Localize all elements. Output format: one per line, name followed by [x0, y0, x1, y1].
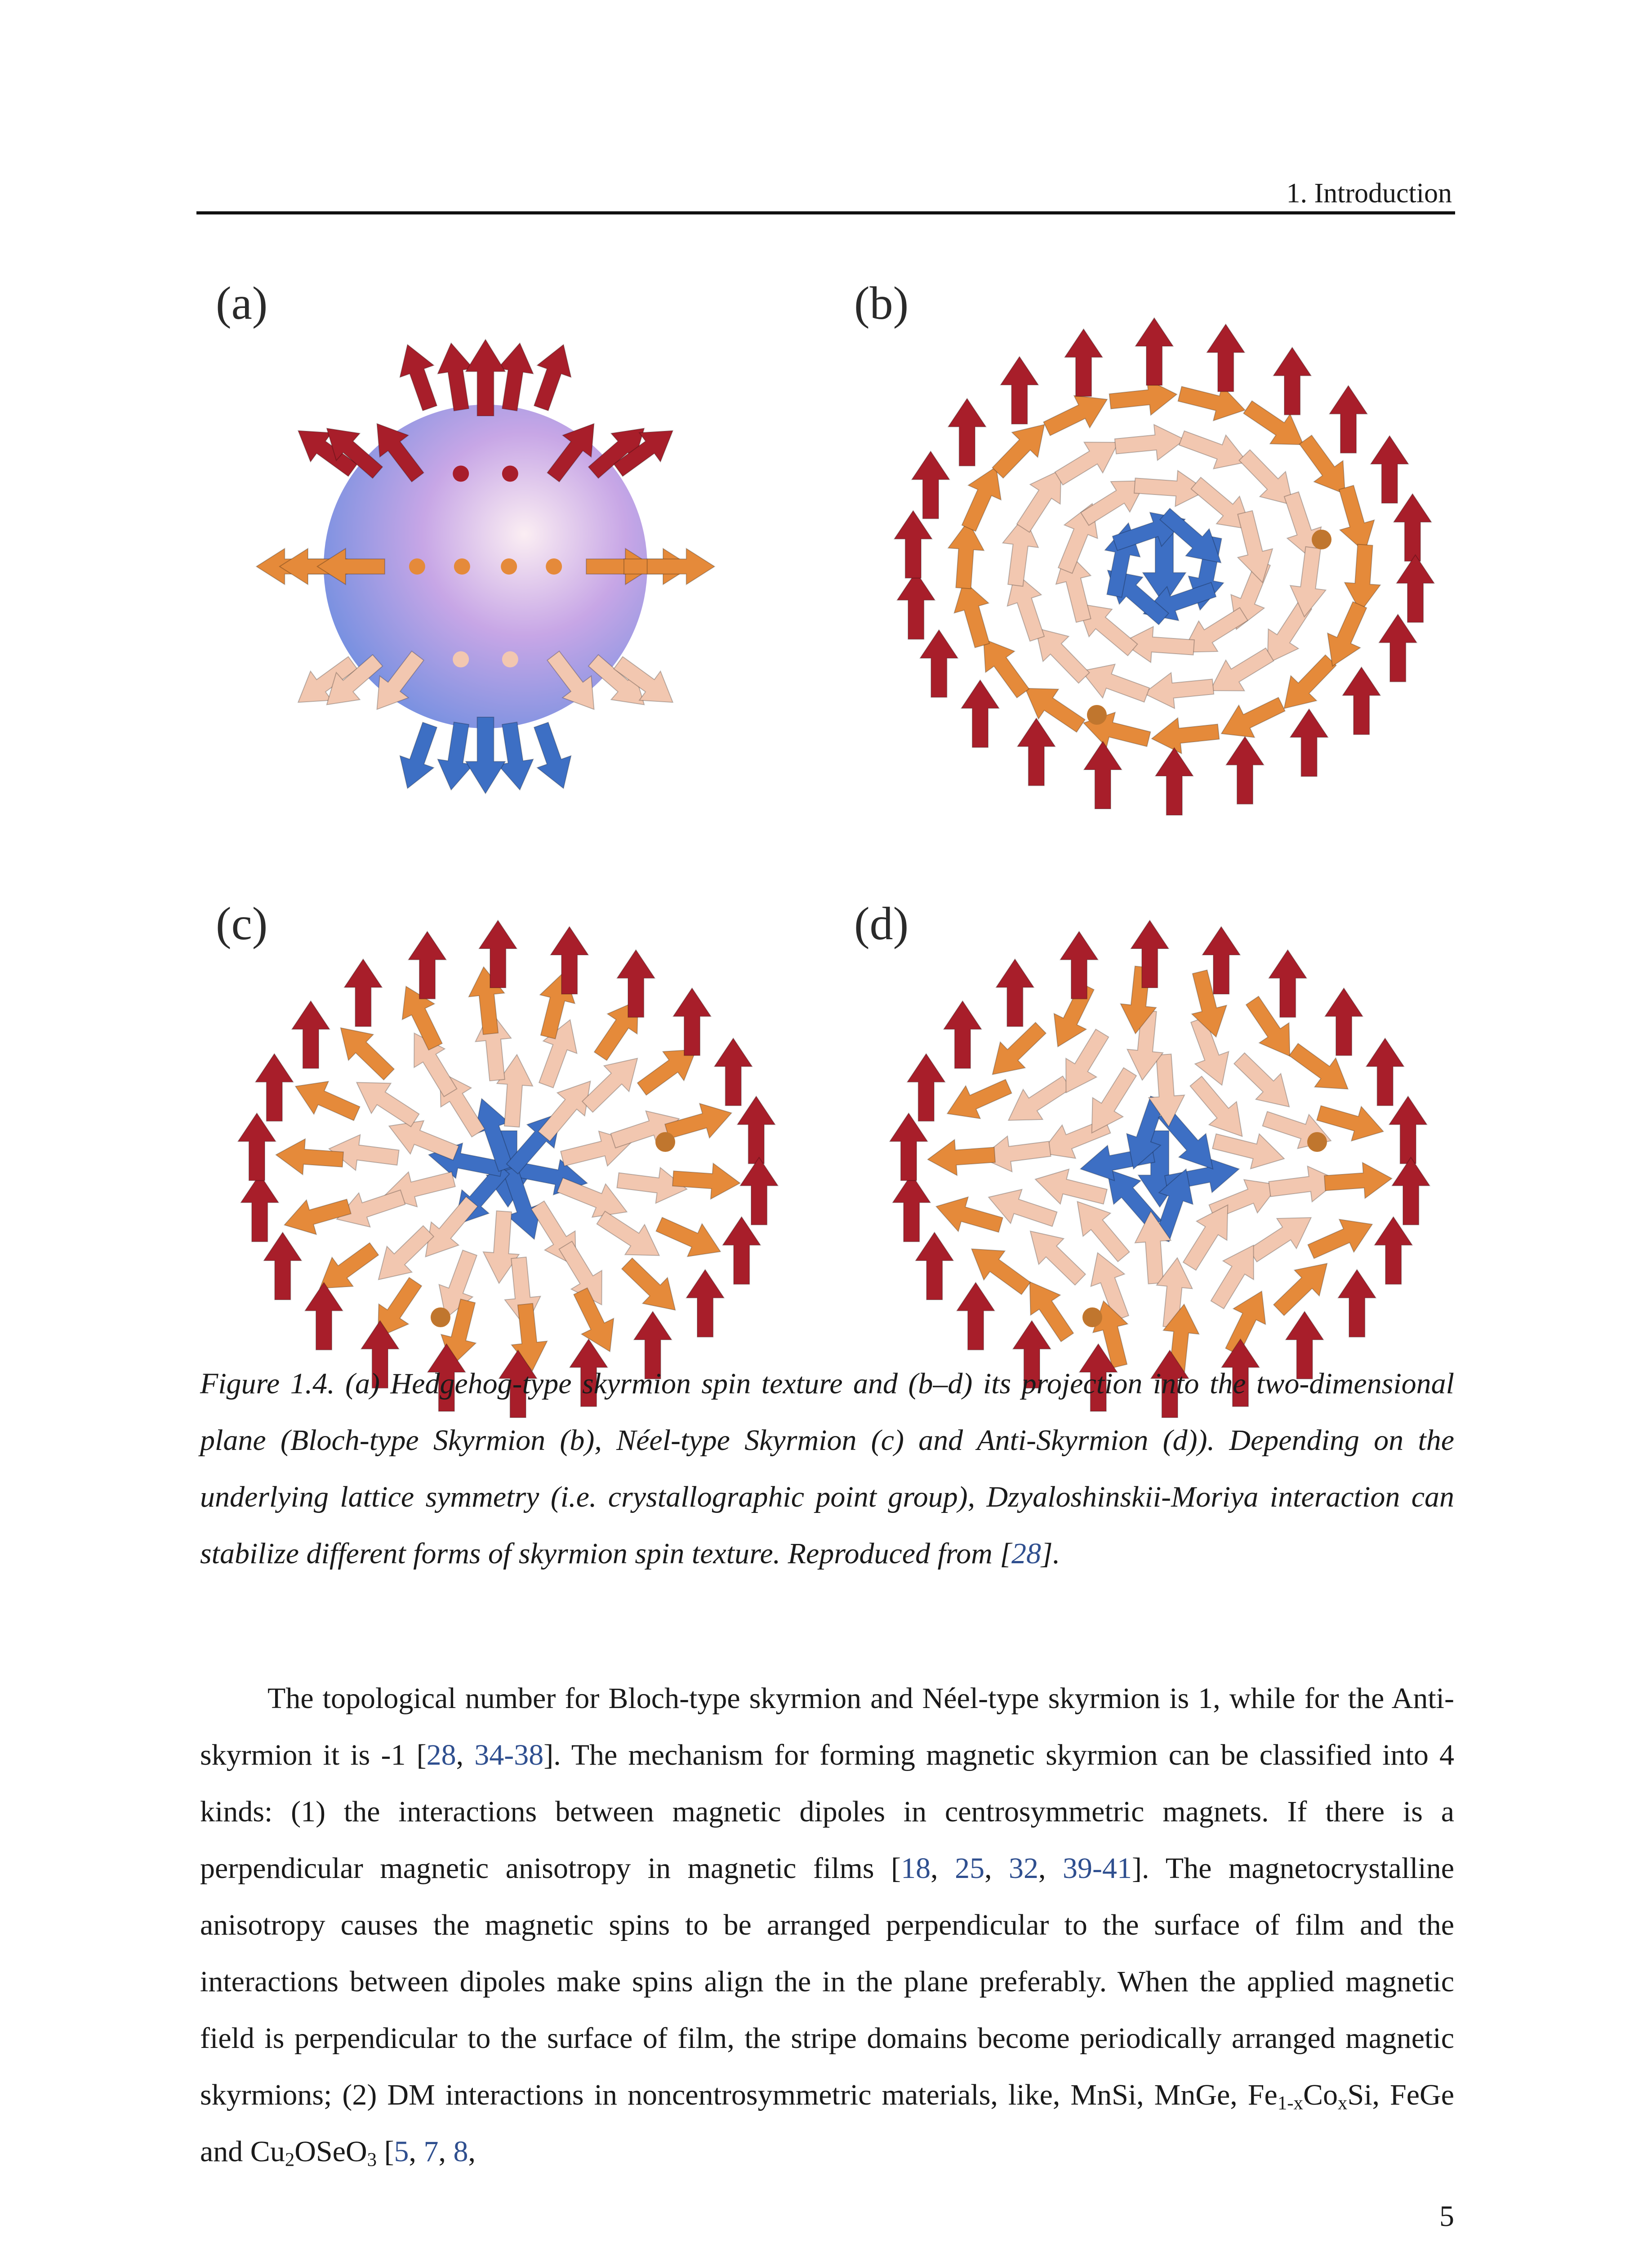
spin-arrow — [344, 959, 382, 1026]
spin-arrow — [948, 398, 986, 466]
spin-arrow — [647, 549, 715, 584]
spin-arrow — [433, 340, 479, 412]
spin-arrow — [920, 630, 958, 697]
spin-arrow — [1375, 1217, 1412, 1284]
spin-arrow — [946, 576, 999, 651]
spin-arrow — [391, 339, 447, 414]
spin-arrow — [1304, 1208, 1380, 1268]
spin-arrow — [264, 1232, 302, 1300]
spin-arrow — [944, 1001, 981, 1068]
subscript: 3 — [367, 2149, 377, 2171]
spin-arrow — [1065, 329, 1103, 397]
bloch-skyrmion-arrows — [854, 279, 1456, 809]
body-text-run: The topological number for Bloch-type skyrmion and Néel-type skyrmion is 1, while for the Anti-skyrmion it is -1 [ — [200, 1682, 1454, 1771]
body-text-run: Si, FeGe and Cu — [200, 2079, 1455, 2168]
spin-arrow — [1238, 392, 1314, 459]
spin-arrow — [524, 339, 580, 414]
spin-arrow — [1274, 348, 1311, 415]
spin-arrow — [912, 451, 949, 519]
caption-label: Figure 1.4. — [200, 1367, 335, 1400]
spin-arrow — [1142, 669, 1215, 711]
spin-dot — [655, 1132, 675, 1152]
spin-arrow — [1084, 741, 1122, 809]
spin-arrow — [652, 1208, 728, 1268]
spin-dot — [501, 558, 517, 575]
spin-arrow — [391, 719, 447, 794]
spin-arrow — [907, 1054, 945, 1121]
panel-b-bloch-skyrmion — [854, 279, 1456, 809]
spin-arrow — [723, 1217, 761, 1284]
figure-caption — [200, 1356, 1454, 1582]
spin-arrow — [1176, 376, 1249, 428]
citation-link[interactable]: 28 — [1011, 1537, 1042, 1570]
spin-arrow — [945, 520, 986, 589]
panel-label-c: (c) — [216, 898, 268, 950]
spin-dot — [1307, 1132, 1327, 1152]
spin-arrow — [737, 1096, 775, 1164]
spin-arrow — [1343, 667, 1380, 735]
spin-arrow — [740, 1157, 778, 1225]
spin-arrow — [894, 511, 932, 578]
separator: , — [1038, 1852, 1063, 1885]
spin-arrow — [1150, 714, 1220, 757]
spin-arrow — [1290, 709, 1328, 776]
spin-arrow — [1155, 748, 1193, 815]
spin-arrow — [1015, 674, 1091, 741]
spin-arrow — [1266, 1250, 1340, 1323]
spin-arrow — [686, 1270, 724, 1337]
citation-link[interactable]: 25 — [955, 1852, 985, 1885]
spin-arrow — [524, 719, 580, 794]
spin-arrow — [1226, 736, 1264, 804]
spin-arrow — [673, 988, 711, 1056]
spin-arrow — [1114, 422, 1187, 464]
spin-arrow — [1108, 376, 1179, 419]
spin-arrow — [1135, 318, 1173, 385]
spin-dot — [431, 1307, 450, 1327]
body-text-run: OSeO — [294, 2135, 367, 2168]
body-text-run: , — [468, 2135, 476, 2168]
spin-arrow — [1379, 614, 1417, 682]
spin-dot — [502, 466, 518, 482]
spin-arrow — [1001, 357, 1038, 424]
body-text-run: ]. The mechanism for forming magnetic skyrmion can be classified into 4 kinds: (1) the interactions between magnetic dipoles in centrosymmetric magnets. If there is a perpendicular magnetic anisotropy in magnetic films [ — [200, 1739, 1455, 1885]
spin-arrow — [1243, 1203, 1321, 1271]
spin-arrow — [1343, 544, 1383, 613]
spin-arrow — [1394, 494, 1431, 561]
spin-arrow — [1371, 436, 1408, 503]
spin-arrow — [714, 1038, 752, 1106]
panel-a-hedgehog-skyrmion — [216, 279, 818, 809]
spin-arrow — [1075, 654, 1153, 712]
figure-1-4 — [216, 279, 1456, 1349]
citation-link[interactable]: 39-41 — [1063, 1852, 1132, 1885]
paragraph — [200, 1670, 1454, 2180]
panel-label-d: (d) — [854, 898, 909, 950]
spin-dot — [453, 466, 469, 482]
spin-dot — [454, 558, 470, 575]
spin-dot — [1082, 1307, 1102, 1327]
spin-arrow — [961, 680, 999, 747]
neel-skyrmion-arrows — [216, 899, 818, 1430]
caption-text: (a) Hedgehog-type skyrmion spin texture and (b–d) its projection into the two-dimensional plane (Bloch-type Skyrmion (b), Néel-type Skyrmion (c) and Anti-Skyrmion (d)). Depending on the underlying lattice symmetry (i.e. crystallographic point group), Dzyaloshinskii-Moriya interaction can stabilize different forms of skyrmion spin texture. Reproduced from [ — [200, 1367, 1454, 1570]
separator: , — [456, 1739, 475, 1771]
spin-dot — [409, 558, 425, 575]
anti-skyrmion-arrows — [854, 899, 1456, 1430]
spin-arrow — [241, 1174, 279, 1242]
header-rule — [196, 211, 1455, 214]
spin-dot — [1312, 530, 1331, 549]
spin-arrow — [1392, 1157, 1430, 1225]
citation-link[interactable]: 8 — [453, 2135, 468, 2168]
panel-c-neel-skyrmion — [216, 899, 818, 1430]
spin-arrow — [305, 1282, 343, 1350]
spin-arrow — [897, 572, 935, 639]
spin-arrow — [940, 1070, 1016, 1130]
spin-arrow — [288, 1070, 364, 1130]
panel-label-a: (a) — [216, 277, 268, 329]
subscript: x — [1338, 2092, 1348, 2114]
spin-arrow — [893, 1174, 931, 1242]
spin-arrow — [890, 1113, 927, 1181]
spin-dot — [546, 558, 562, 575]
caption-text-end: ]. — [1041, 1537, 1060, 1570]
spin-arrow — [255, 1054, 293, 1121]
body-text-run: [ — [377, 2135, 394, 2168]
spin-arrow — [466, 339, 505, 416]
spin-arrow — [672, 1160, 741, 1201]
separator: , — [931, 1852, 955, 1885]
spin-arrow — [492, 721, 538, 793]
spin-dot — [502, 651, 518, 667]
spin-arrow — [1287, 545, 1331, 619]
body-text-run: Co — [1303, 2079, 1338, 2111]
citation-link[interactable]: 34-38 — [474, 1739, 544, 1771]
separator: , — [409, 2135, 424, 2168]
spin-arrow — [466, 717, 505, 794]
panel-label-b: (b) — [854, 277, 909, 329]
spin-dot — [1087, 705, 1107, 725]
spin-arrow — [1389, 1096, 1427, 1164]
spin-arrow — [614, 1250, 688, 1323]
spin-arrow — [275, 1137, 344, 1178]
spin-arrow — [409, 932, 446, 999]
spin-arrow — [998, 1067, 1077, 1136]
spin-arrow — [1325, 988, 1363, 1056]
spin-arrow — [292, 1001, 330, 1068]
spin-arrow — [279, 1189, 354, 1242]
body-text-run: ]. The magnetocrystalline anisotropy causes the magnetic spins to be arranged perpendicular to the surface of film and the interactions between dipoles make spins align the in the plane preferably. When the applied magnetic field is perpendicular to the surface of film, the stripe domains become periodically arranged magnetic skyrmions; (2) DM interactions in noncentrosymmetric materials, like, MnSi, MnGe, Fe — [200, 1852, 1455, 2111]
spin-arrow — [1366, 1038, 1404, 1106]
spin-arrow — [996, 959, 1034, 1026]
spin-arrow — [957, 1282, 994, 1350]
spin-arrow — [492, 340, 538, 412]
subscript: 1-x — [1277, 2092, 1303, 2114]
separator: , — [438, 2135, 454, 2168]
spin-arrow — [916, 1232, 953, 1300]
spin-arrow — [1323, 1160, 1393, 1201]
spin-arrow — [1397, 555, 1434, 622]
body-paragraph — [200, 1670, 1454, 2180]
citation-link[interactable]: 7 — [423, 2135, 439, 2168]
spin-arrow — [1207, 324, 1245, 392]
spin-dot — [453, 651, 469, 667]
spin-arrow — [1330, 386, 1367, 453]
spin-arrow — [1213, 688, 1289, 749]
page-number: 5 — [1439, 2200, 1454, 2233]
spin-arrow — [926, 1137, 996, 1178]
spin-arrow — [1329, 482, 1382, 557]
spin-arrow — [1269, 950, 1307, 1017]
panel-d-anti-skyrmion — [854, 899, 1456, 1430]
subscript: 2 — [285, 2149, 295, 2171]
spin-arrow — [1017, 718, 1055, 785]
running-head: 1. Introduction — [1286, 178, 1452, 209]
spin-arrow — [1176, 421, 1253, 479]
spin-arrow — [1338, 1270, 1376, 1337]
spin-arrow — [433, 721, 479, 793]
separator: , — [984, 1852, 1009, 1885]
citation-link[interactable]: 5 — [394, 2135, 409, 2168]
citation-link[interactable]: 28 — [426, 1739, 456, 1771]
citation-link[interactable]: 18 — [901, 1852, 931, 1885]
spin-arrow — [238, 1113, 276, 1181]
citation-link[interactable]: 32 — [1009, 1852, 1039, 1885]
hedgehog-sphere-illustration — [216, 279, 818, 809]
